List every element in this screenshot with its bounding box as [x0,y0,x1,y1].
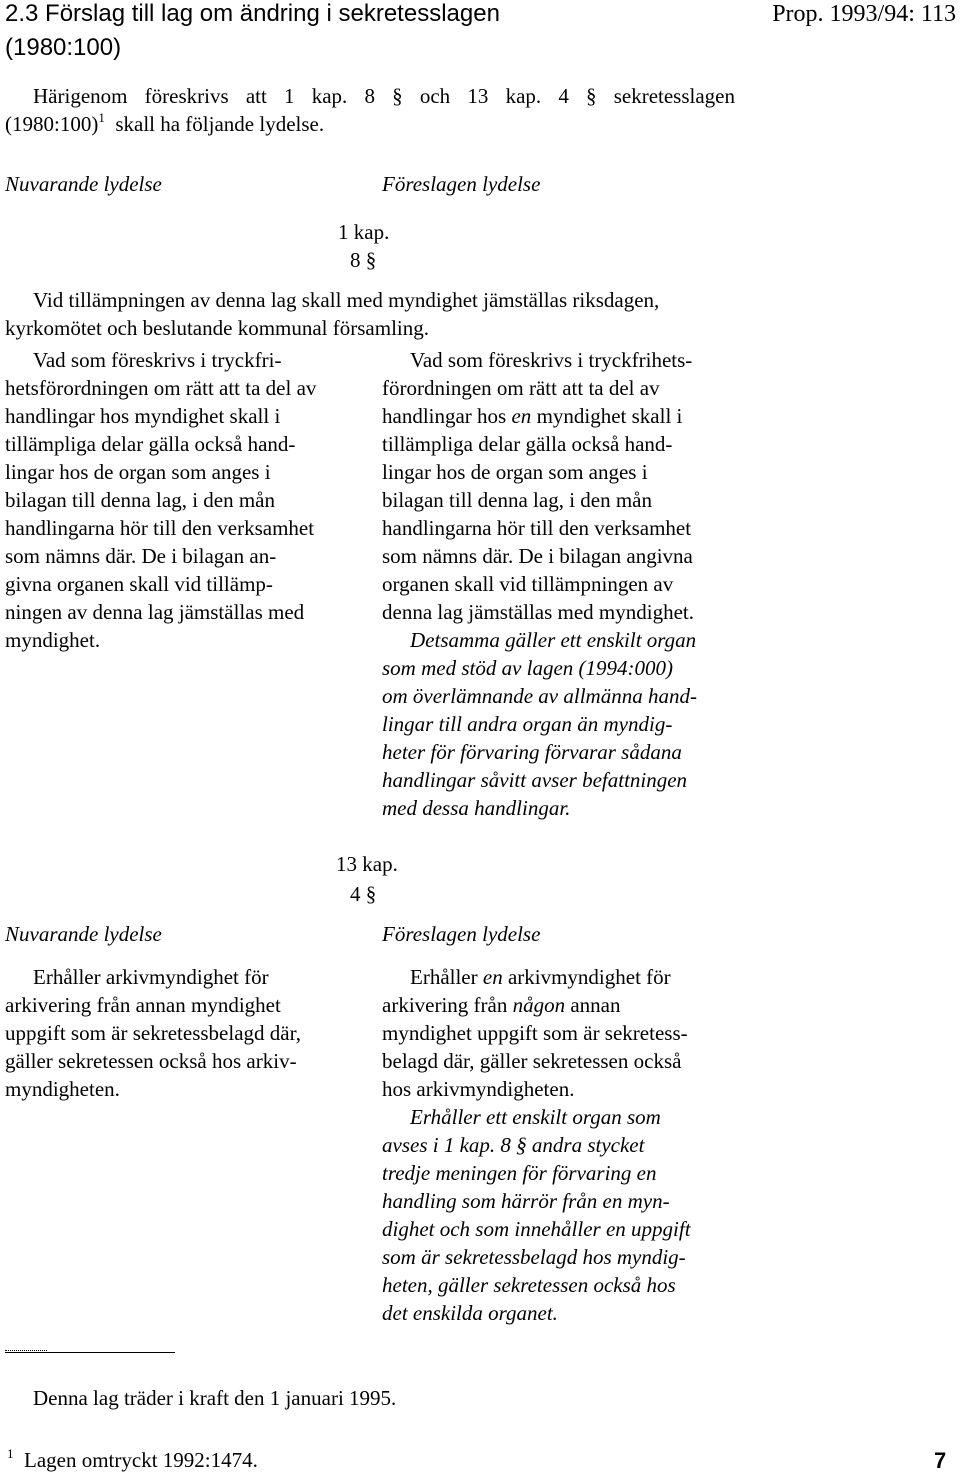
paragraph-number: 4 § [350,882,377,906]
text-line: förordningen om rätt att ta del av [382,376,660,400]
text-line: uppgift som är sekretessbelagd där, [5,1021,301,1045]
section-title-line2: (1980:100) [5,34,122,61]
text-line: lingar hos de organ som anges i [5,460,271,484]
text-line: myndighet. [5,628,101,652]
inserted-text-line: heten, gäller sekretessen också hos [382,1273,676,1297]
inserted-text-line: som är sekretessbelagd hos myndig- [382,1245,686,1269]
text-line: myndighet uppgift som är sekretess- [382,1021,688,1045]
intro-line2: (1980:100)$^1$ skall ha följande lydelse. [5,109,325,136]
footnote-rule-mark [5,1346,47,1351]
text-line: lingar hos de organ som anges i [382,460,648,484]
effective-date: Denna lag träder i kraft den 1 januari 1995. [33,1386,397,1410]
text-line: gäller sekretessen också hos arkiv- [5,1049,297,1073]
inserted-text-line: heter för förvaring förvarar sådana [382,740,682,764]
proposed-wording-heading: Föreslagen lydelse [382,172,541,196]
common-line1: Vid tillämpningen av denna lag skall med myndighet jämställas riksdagen, [33,288,660,312]
proposed-wording-ch1 [382,346,728,822]
text-line: arkivering från någon annan [382,993,621,1017]
inserted-text-line: om överlämnande av allmänna hand- [382,684,697,708]
intro-paragraph [5,82,735,138]
text-line: hos arkivmyndigheten. [382,1077,575,1101]
chapter-heading: 1 kap. [338,220,390,244]
text-line: som nämns där. De i bilagan an- [5,544,277,568]
text-line: belagd där, gäller sekretessen också [382,1049,682,1073]
inserted-text-line: med dessa handlingar. [382,796,571,820]
inserted-text-line: tredje meningen för förvaring en [382,1161,657,1185]
section-title [5,0,645,62]
text-line: bilagan till denna lag, i den mån [382,488,653,512]
current-wording-ch13 [5,963,347,1103]
text-line: Vad som föreskrivs i tryckfri- [33,348,282,372]
text-line: givna organen skall vid tillämp- [5,572,273,596]
text-line: Erhåller arkivmyndighet för [33,965,269,989]
inserted-word: en [511,404,532,428]
text-line: tillämpliga delar gälla också hand- [382,432,673,456]
text-line: Erhåller en arkivmyndighet för [410,965,671,989]
current-wording-ch1 [5,346,347,654]
text-line: handlingarna hör till den verksamhet [5,516,315,540]
text-line: denna lag jämställas med myndighet. [382,600,695,624]
section-title-line1: 2.3 Förslag till lag om ändring i sekretesslagen [5,0,500,27]
inserted-text-line: det enskilda organet. [382,1301,558,1325]
prop-reference: Prop. 1993/94: 113 [772,1,956,27]
text-line: som nämns där. De i bilagan angivna [382,544,693,568]
inserted-text-line: Detsamma gäller ett enskilt organ [410,628,697,652]
proposed-wording-ch13 [382,963,728,1327]
text-line: Vad som föreskrivs i tryckfrihets- [410,348,693,372]
text-line: hetsförordningen om rätt att ta del av [5,376,317,400]
text-line: myndigheten. [5,1077,120,1101]
footnote-text: Lagen omtryckt 1992:1474. [24,1448,258,1472]
text-line: ningen av denna lag jämställas med [5,600,305,624]
footnote-rule [5,1352,175,1353]
intro-line1: Härigenom föreskrivs att 1 kap. 8 § och 13 kap. 4 § sekretesslagen [33,84,735,108]
chapter-heading: 13 kap. [336,852,398,876]
current-wording-heading: Nuvarande lydelse [5,172,162,196]
text-line: handlingarna hör till den verksamhet [382,516,692,540]
common-line2: kyrkomötet och beslutande kommunal församling. [5,316,429,340]
footnote [7,1446,258,1474]
inserted-word: en [482,965,503,989]
inserted-word: någon [512,993,566,1017]
inserted-text-line: Erhåller ett enskilt organ som [410,1105,661,1129]
inserted-text-line: som med stöd av lagen (1994:000) [382,656,674,680]
text-line: handlingar hos myndighet skall i [5,404,281,428]
inserted-text-line: dighet och som innehåller en uppgift [382,1217,691,1241]
footnote-ref: 1 [98,109,105,125]
paragraph-number: 8 § [350,248,377,272]
current-wording-heading: Nuvarande lydelse [5,922,162,946]
text-line: handlingar hos en myndighet skall i [382,404,683,428]
inserted-text-line: avses i 1 kap. 8 § andra stycket [382,1133,645,1157]
text-line: arkivering från annan myndighet [5,993,281,1017]
text-line: tillämpliga delar gälla också hand- [5,432,296,456]
inserted-text-line: lingar till andra organ än myndig- [382,712,673,736]
text-line: bilagan till denna lag, i den mån [5,488,276,512]
common-text [5,286,735,342]
page-number: 7 [934,1448,947,1473]
text-line: organen skall vid tillämpningen av [382,572,674,596]
inserted-text-line: handlingar såvitt avser befattningen [382,768,688,792]
proposed-wording-heading: Föreslagen lydelse [382,922,541,946]
footnote-number: 1 [7,1445,14,1461]
inserted-text-line: handling som härrör från en myn- [382,1189,670,1213]
